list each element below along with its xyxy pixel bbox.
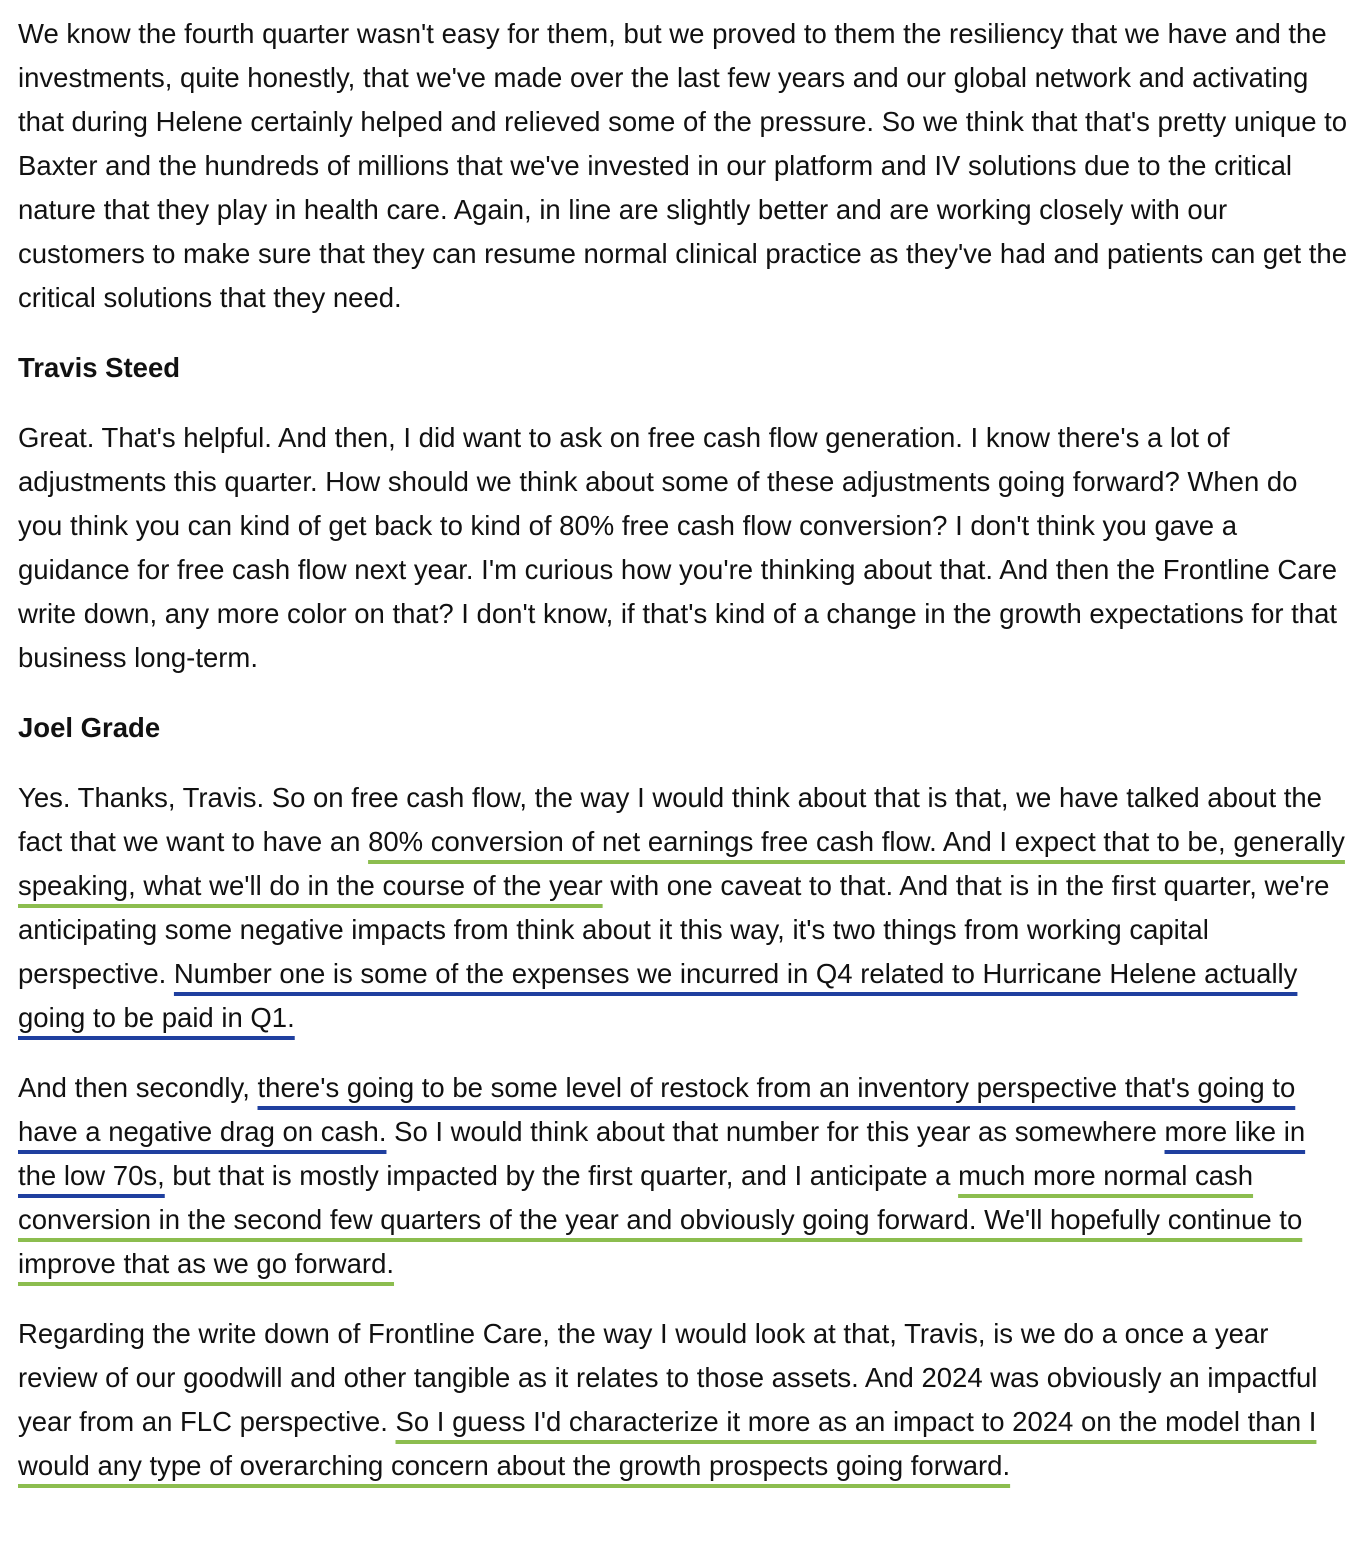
speaker-name: Joel Grade xyxy=(18,712,161,743)
blue-highlight: Number one is some of the expenses we incurred in Q4 related to Hurricane Helene actually going to be paid in Q1. xyxy=(18,958,1298,1033)
blue-highlight: there's going to be some level of restock from an inventory perspective that's going to have a negative drag on cash. xyxy=(18,1072,1296,1147)
paragraph-text: So I would think about that number for this year as somewhere xyxy=(386,1116,1165,1147)
paragraph-text: but that is mostly impacted by the first quarter, and I anticipate a xyxy=(164,1160,959,1191)
green-highlight: much more normal cash conversion in the second few quarters of the year and obviously going forward. We'll hopefully continue to improve that as we go forward. xyxy=(18,1160,1303,1279)
paragraph-text: Yes. Thanks, Travis. So on free cash flow, the way I would think about that is that, we have talked about the fact that we want to have an xyxy=(18,782,1322,857)
green-highlight: So I guess I'd characterize it more as an impact to 2024 on the model than I would any type of overarching concern about the growth prospects going forward. xyxy=(18,1406,1317,1481)
blue-highlight: more like in the low 70s, xyxy=(18,1116,1306,1191)
question-paragraph xyxy=(18,416,1348,680)
paragraph-text: And then secondly, xyxy=(18,1072,258,1103)
paragraph-text: with one caveat to that. And that is in the first quarter, we're anticipating some negative impacts from think about it this way, it's two things from working capital perspective. xyxy=(18,870,1330,989)
answer-paragraph xyxy=(18,776,1348,1040)
green-highlight: 80% conversion of net earnings free cash flow. And I expect that to be, generally speaking, what we'll do in the course of the year xyxy=(18,826,1345,901)
answer-paragraph xyxy=(18,12,1348,320)
paragraph-text: Great. That's helpful. And then, I did want to ask on free cash flow generation. I know there's a lot of adjustments this quarter. How should we think about some of these adjustments going forward? When do you think you can kind of get back to kind of 80% free cash flow conversion? I don't think you gave a guidance for free cash flow next year. I'm curious how you're thinking about that. And then the Frontline Care write down, any more color on that? I don't know, if that's kind of a change in the growth expectations for that business long-term. xyxy=(18,422,1338,673)
answer-paragraph xyxy=(18,1312,1348,1488)
paragraph-text: We know the fourth quarter wasn't easy for them, but we proved to them the resiliency that we have and the investments, quite honestly, that we've made over the last few years and our global network and activating that during Helene certainly helped and relieved some of the pressure. So we think that that's pretty unique to Baxter and the hundreds of millions that we've invested in our platform and IV solutions due to the critical nature that they play in health care. Again, in line are slightly better and are working closely with our customers to make sure that they can resume normal clinical practice as they've had and patients can get the critical solutions that they need. xyxy=(18,18,1348,313)
transcript-document xyxy=(18,12,1348,1514)
answer-paragraph xyxy=(18,1066,1348,1286)
speaker-name: Travis Steed xyxy=(18,352,181,383)
paragraph-text: Regarding the write down of Frontline Care, the way I would look at that, Travis, is we do a once a year review of our goodwill and other tangible as it relates to those assets. And 2024 was obviously an impactful year from an FLC perspective. xyxy=(18,1318,1318,1437)
